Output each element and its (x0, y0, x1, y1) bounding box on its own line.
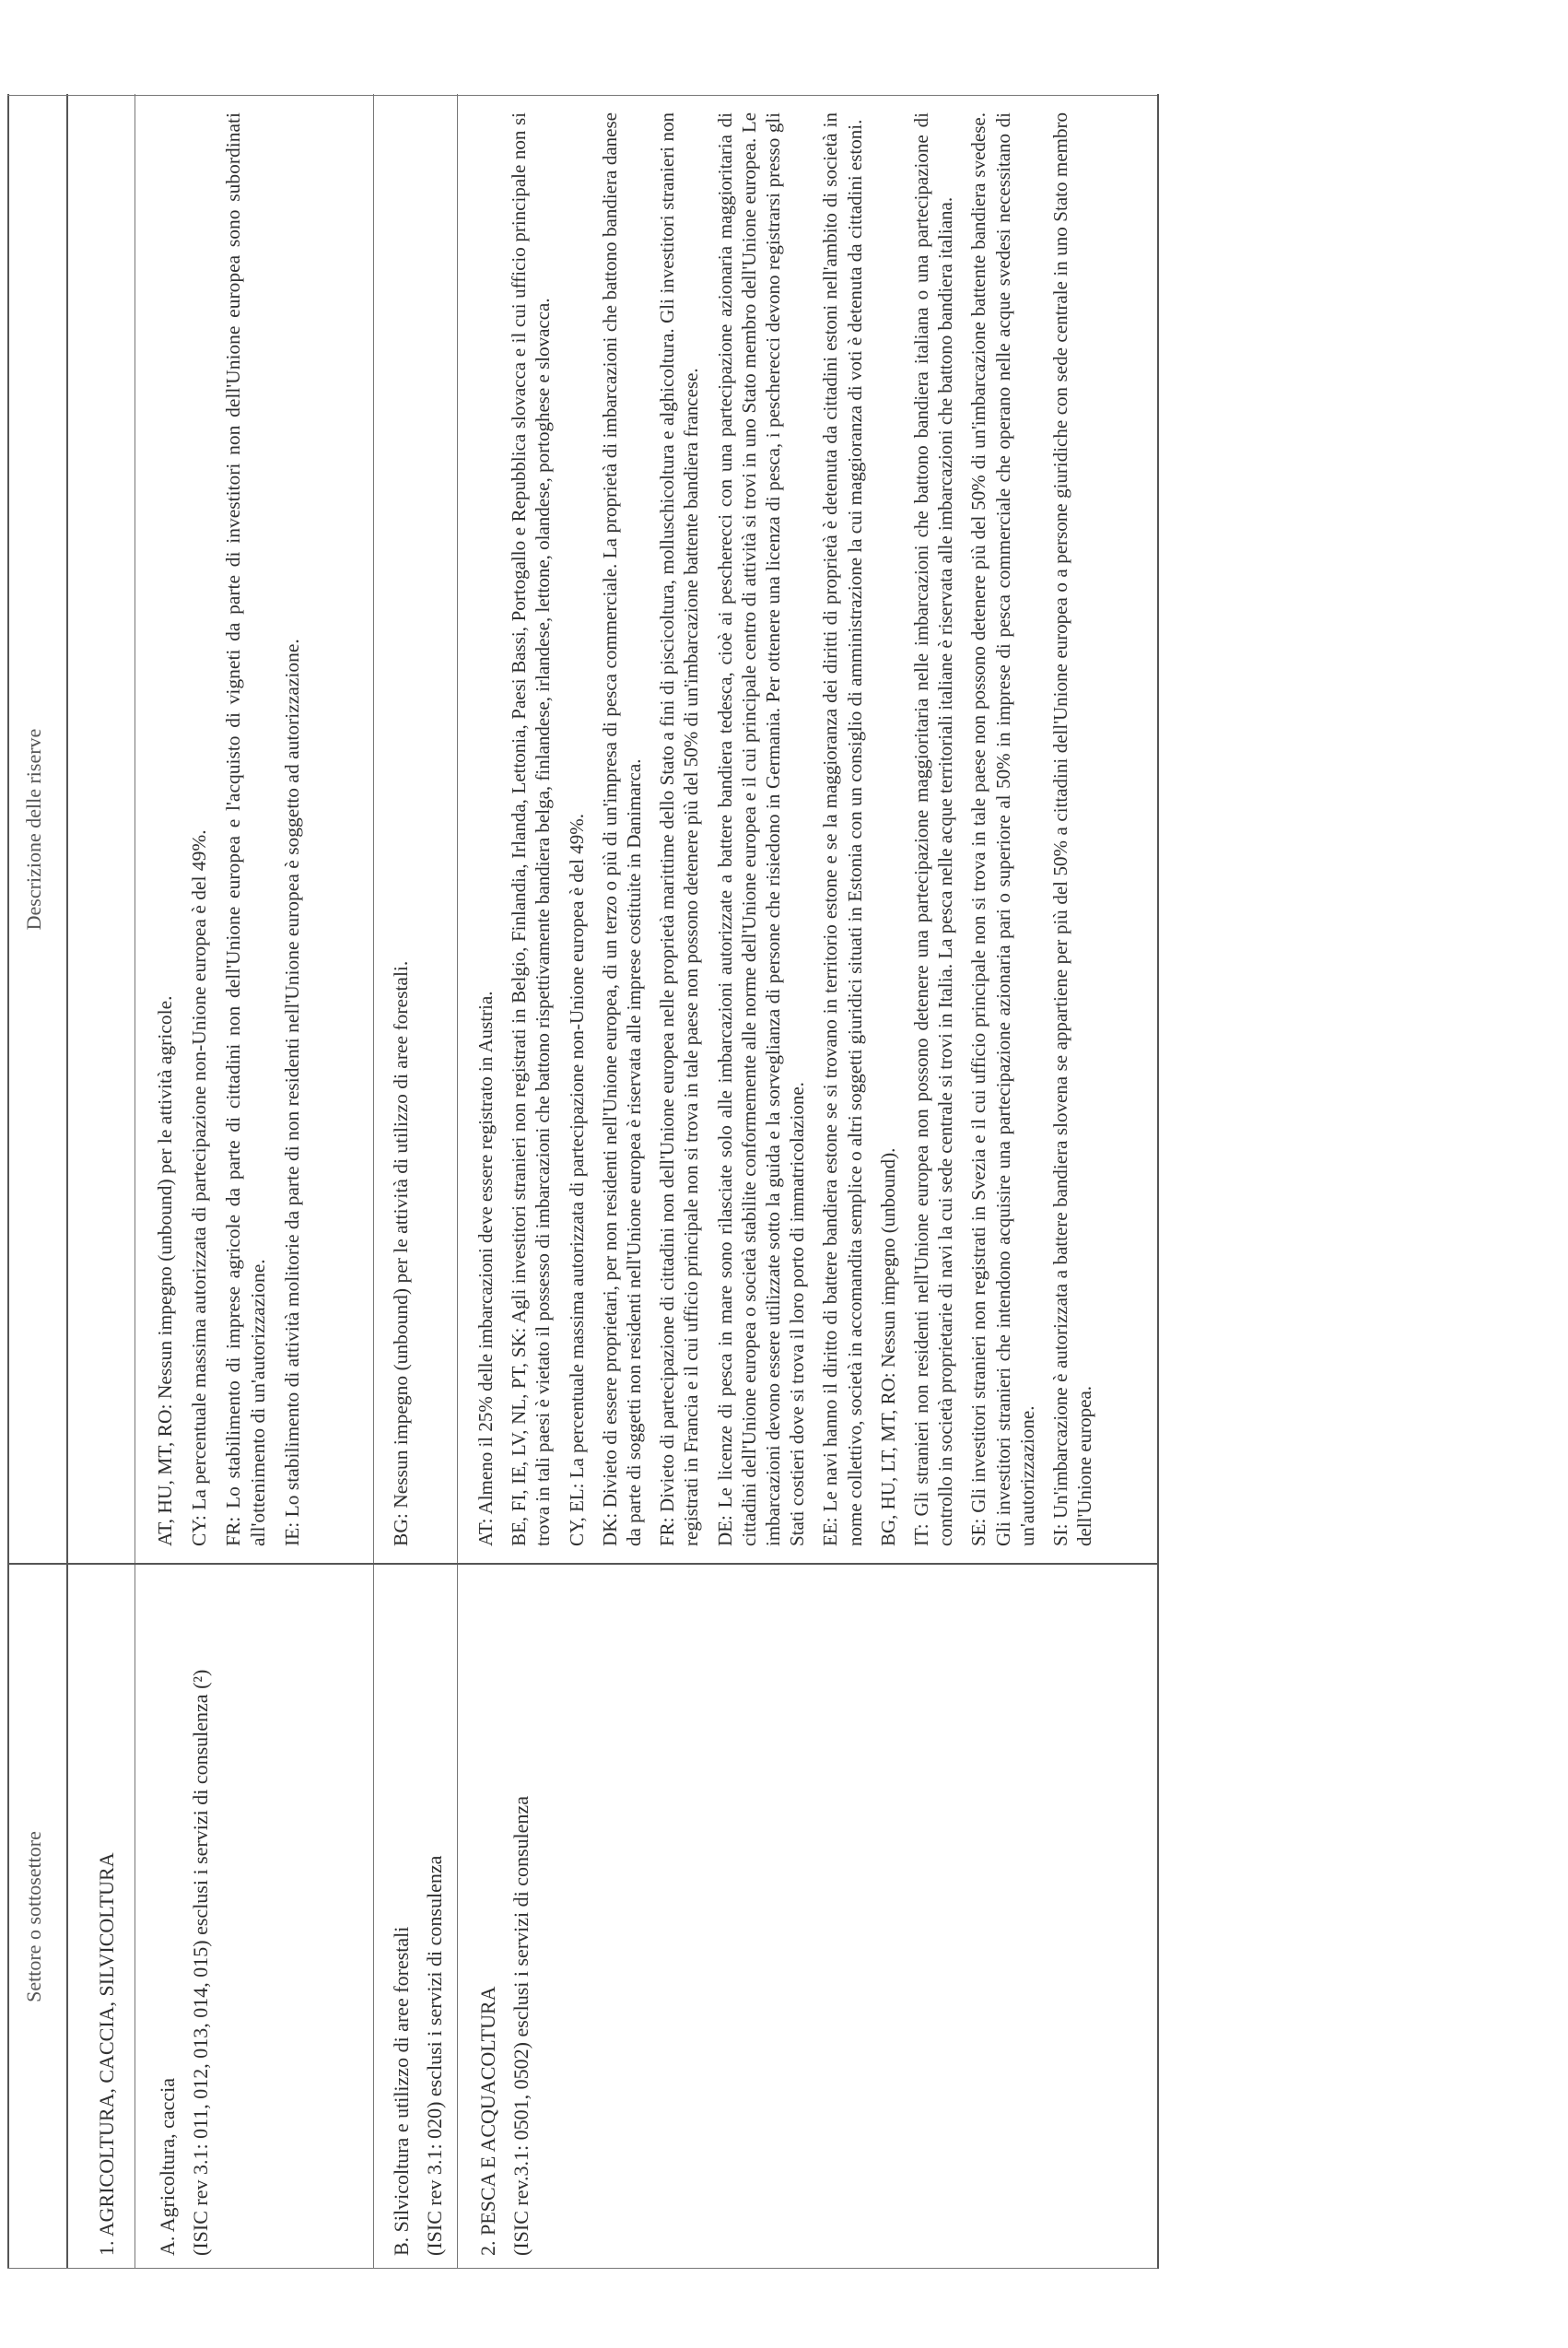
reservation-paragraph: BG, HU, LT, MT, RO: Nessun impegno (unbound). (876, 1147, 899, 1546)
reservation-paragraph: DK: Divieto di essere proprietari, per non residenti nell'Unione europea, di un terzo o più di un'impresa di pesca commerciale. La proprietà di imbarcazioni che battono bandiera danese da parte di soggetti non residenti nell'Unione europea è riservata alle imprese costituite in Danimarca. (598, 112, 646, 1546)
row-b-bottom-rule (457, 94, 458, 2269)
column-divider (7, 1563, 1157, 1565)
reservation-paragraph: DE: Le licenze di pesca in mare sono rilasciate solo alle imbarcazioni autorizzate a battere bandiera tedesca, cioè ai pescherecci con una partecipazione azionaria maggioritaria di cittadini dell'Unione europea o società stabilite conformemente alle norme dell'Unione europea e il cui principale centro di attività si trovi in uno Stato membro dell'Unione europea. Le imbarcazioni devono essere utilizzate sotto la guida e la sorveglianza di persone che risiedono in Germania. Per ottenere una licenza di pesca, i pescherecci devono registrarsi presso gli Stati costieri dove si trova il loro porto di immatricolazione. (713, 112, 809, 1546)
reservation-paragraph: SI: Un'imbarcazione è autorizzata a battere bandiera slovena se appartiene per più del 50% a cittadini dell'Unione europea o a persone giuridiche con sede centrale in uno Stato membro dell'Unione europea. (1049, 112, 1096, 1546)
reservation-paragraph: CY: La percentuale massima autorizzata di partecipazione non-Unione europea è del 49%. (188, 829, 210, 1546)
sector-name: B. Silvicoltura e utilizzo di aree forestali (390, 1926, 413, 2256)
sector-cell (475, 1574, 542, 2256)
reservations-cell (153, 112, 314, 1546)
sector-isic-code: (ISIC rev 3.1: 020) esclusi i servizi di consulenza (423, 1855, 446, 2256)
right-border (7, 95, 1157, 96)
header-bottom-rule (66, 94, 68, 2269)
sector-isic-code: (ISIC rev.3.1: 0501, 0502) esclusi i servizi di consulenza (509, 1796, 532, 2256)
table-bottom-rule (1157, 94, 1159, 2269)
reservations-cell (474, 112, 1106, 1546)
left-border (7, 2268, 1157, 2269)
section-title: 2. PESCA E ACQUACOLTURA (476, 1986, 499, 2256)
sector-name: A. Agricoltura, caccia (156, 2077, 179, 2256)
reservation-paragraph: IT: Gli stranieri non residenti nell'Unione europea non possono detenere una partecipazione maggioritaria nelle imbarcazioni che battono bandiera italiana o una partecipazione di controllo in società proprietarie di navi la cui sede centrale si trovi in Italia. La pesca nelle acque territoriali italiane è riservata alle imbarcazioni che battono bandiera italiana. (910, 112, 957, 1546)
reservation-paragraph: BE, FI, IE, LV, NL, PT, SK: Agli investitori stranieri non registrati in Belgio, Finlandia, Irlanda, Lettonia, Paesi Bassi, Portogallo e Repubblica slovacca e il cui ufficio principale non si trova in tali paesi è vietato il possesso di imbarcazioni che battono rispettivamente bandiera belga, finlandese, irlandese, lettone, olandese, portoghese e slovacca. (508, 112, 555, 1546)
row-a-bottom-rule (373, 94, 374, 2269)
header-reservations: Descrizione delle riserve (22, 728, 45, 931)
section-title: 1. AGRICOLTURA, CACCIA, SILVICOLTURA (95, 1852, 118, 2256)
reservation-paragraph: SE: Gli investitori stranieri non registrati in Svezia e il cui ufficio principale non si trova in tale paese non possono detenere più del 50% di un'imbarcazione battente bandiera svedese. Gli investitori stranieri che intendono acquisire una partecipazione azionaria pari o superiore al 50% in imprese di pesca commerciale che operano nelle acque svedesi necessitano di un'autorizzazione. (967, 112, 1038, 1546)
reservation-paragraph: EE: Le navi hanno il diritto di battere bandiera estone se si trovano in territorio estone e se la maggioranza dei diritti di proprietà è detenuta da cittadini estoni nell'ambito di società in nome collettivo, società in accomandita semplice o altri soggetti giuridici situati in Estonia con un consiglio di amministrazione la cui maggioranza di voti è detenuta da cittadini estoni. (819, 112, 866, 1546)
reservations-cell (389, 112, 423, 1546)
reservations-table (7, 94, 1163, 2269)
reservation-paragraph: BG: Nessun impegno (unbound) per le attività di utilizzo di aree forestali. (390, 960, 412, 1546)
sector-isic-code: (ISIC rev 3.1: 011, 012, 013, 014, 015) esclusi i servizi di consulenza (²) (189, 1669, 212, 2256)
table-top-rule (7, 94, 9, 2269)
reservation-paragraph: FR: Divieto di partecipazione di cittadini non dell'Unione europea nelle proprietà marittime dello Stato a fini di piscicoltura, molluschicoltura e alghicoltura. Gli investitori stranieri non registrati in Francia e il cui ufficio principale non si trova in tale paese non possono detenere più del 50% di un'imbarcazione battente bandiera francese. (656, 112, 703, 1546)
reservation-paragraph: IE: Lo stabilimento di attività molitorie da parte di non residenti nell'Unione europea è soggetto ad autorizzazione. (281, 639, 303, 1546)
sector-cell (155, 1574, 221, 2256)
reservation-paragraph: CY, EL: La percentuale massima autorizzata di partecipazione non-Unione europea è del 49%. (565, 814, 588, 1546)
header-sector: Settore o sottosettore (22, 1831, 45, 2002)
reservation-paragraph: FR: Lo stabilimento di imprese agricole da parte di cittadini non dell'Unione europea e l'acquisto di vigneti da parte di investitori non dell'Unione europea sono subordinati all'ottenimento di un'autorizzazione. (222, 112, 269, 1546)
reservation-paragraph: AT: Almeno il 25% delle imbarcazioni deve essere registrato in Austria. (474, 991, 497, 1546)
reservation-paragraph: AT, HU, MT, RO: Nessun impegno (unbound) per le attività agricole. (154, 995, 176, 1546)
sector-cell (389, 1574, 455, 2256)
